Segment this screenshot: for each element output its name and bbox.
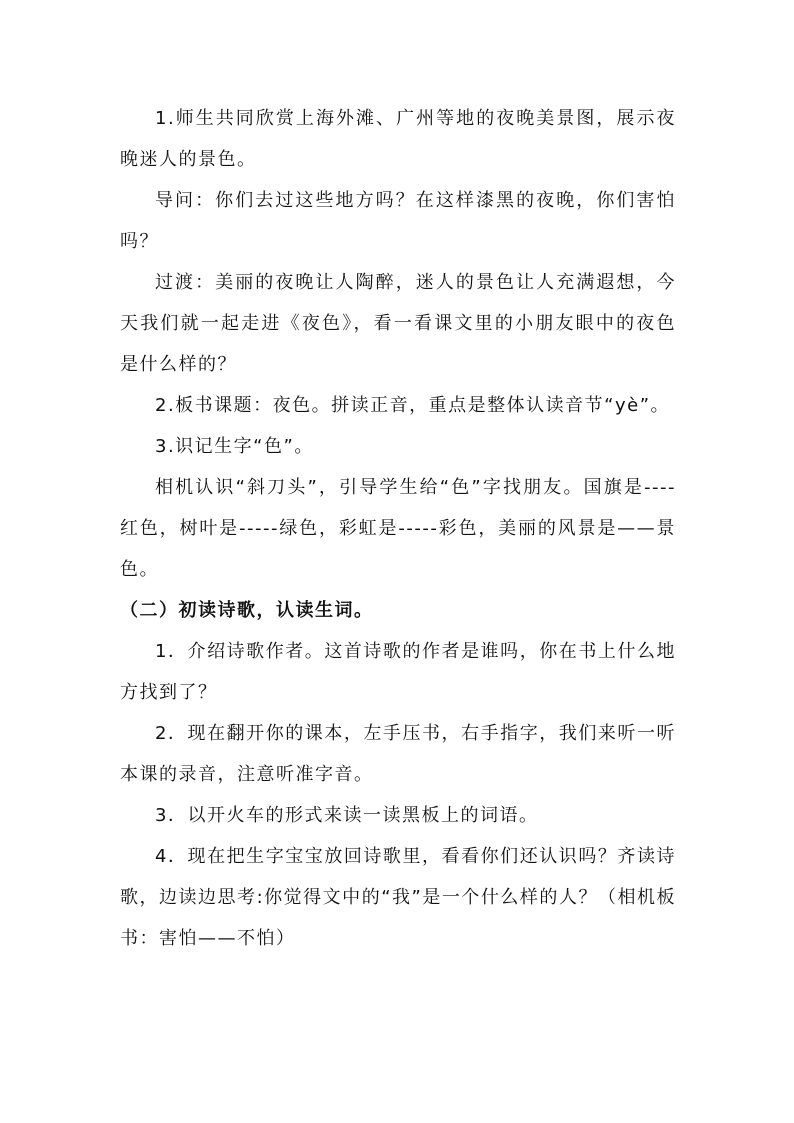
paragraph-step-2: 2．现在翻开你的课本，左手压书，右手指字，我们来听一听本课的录音，注意听准字音。: [120, 723, 676, 785]
paragraph-question: 导问：你们去过这些地方吗？在这样漆黑的夜晚，你们害怕吗？: [120, 190, 676, 252]
paragraph-color-friends: 相机认识“斜刀头”，引导学生给“色”字找朋友。国旗是----红色，树叶是-----绿色，彩虹是-----彩色，美丽的风景是——景色。: [120, 477, 676, 580]
section-heading: （二）初读诗歌，认读生词。: [120, 600, 374, 621]
paragraph-transition: 过渡：美丽的夜晚让人陶醉，迷人的景色让人充满遐想，今天我们就一起走进《夜色》，看一看课文里的小朋友眼中的夜色是什么样的？: [120, 272, 676, 375]
paragraph-title-writing: 2.板书课题：夜色。拼读正音，重点是整体认读音节“yè”。: [155, 395, 671, 416]
paragraph-step-1: 1．介绍诗歌作者。这首诗歌的作者是谁吗，你在书上什么地方找到了？: [120, 641, 676, 703]
paragraph-intro-1: 1.师生共同欣赏上海外滩、广州等地的夜晚美景图，展示夜晚迷人的景色。: [120, 108, 676, 170]
paragraph-step-4: 4．现在把生字宝宝放回诗歌里，看看你们还认识吗？齐读诗歌，边读边思考:你觉得文中的“我”是一个什么样的人？（相机板书：害怕——不怕）: [120, 846, 676, 949]
paragraph-character-learning: 3.识记生字“色”。: [155, 436, 314, 457]
paragraph-step-3: 3．以开火车的形式来读一读黑板上的词语。: [155, 805, 539, 826]
document-page: [120, 98, 676, 959]
